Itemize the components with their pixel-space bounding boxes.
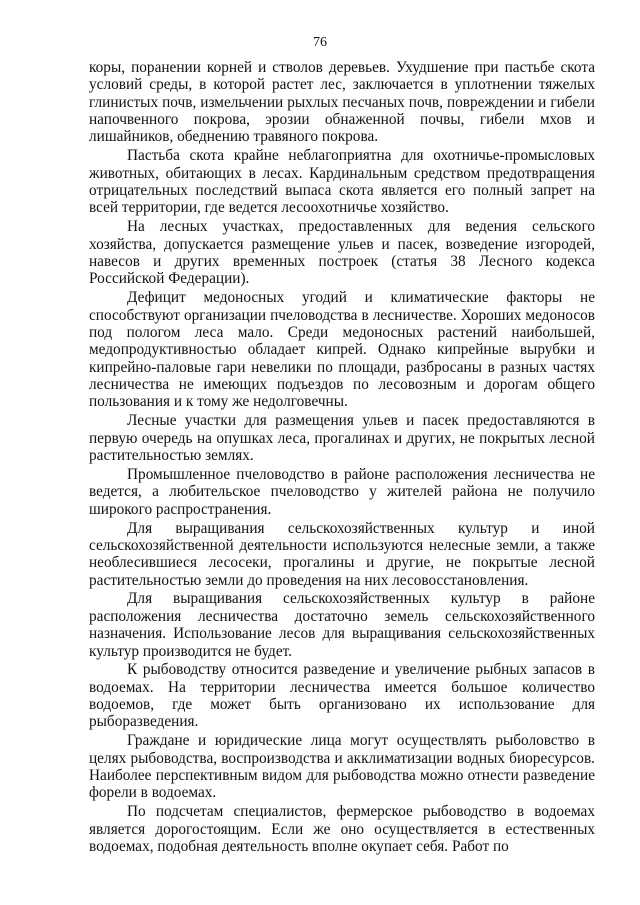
- paragraph-grazing-hunting-impact: Пастьба скота крайне неблагоприятна для охотничье-промысловых животных, обитающих в лесах. Кардинальным средством предотвращения отрицательных последствий выпаса скота является его полный запрет на всей территории, где ведется лесоохотничье хозяйство.: [89, 147, 595, 217]
- paragraph-fish-farming-cost: По подсчетам специалистов, фермерское рыбоводство в водоемах является дорогостоящим. Если же оно осуществляется в естественных водоемах, подобная деятельность вполне окупает себя. Работ по: [89, 803, 595, 856]
- paragraph-apiary-sites: Лесные участки для размещения ульев и пасек предоставляются в первую очередь на опушках леса, прогалинах и других, не покрытых лесной растительностью землях.: [89, 412, 595, 464]
- paragraph-fish-farming-definition: К рыбоводству относится разведение и увеличение рыбных запасов в водоемах. На территории лесничества имеется большое количество водоемов, где может быть организовано их использование для рыборазведения.: [89, 661, 595, 731]
- paragraph-honey-plants-deficit: Дефицит медоносных угодий и климатические факторы не способствуют организации пчеловодства в лесничестве. Хороших медоносов под пологом леса мало. Среди медоносных растений наибольшей, медопродуктивностью обладает кипрей. Однако кипрейные вырубки и кипрейно-паловые гари невелики по площади, разбросаны в разных частях лесничества не имеющих подъездов по лесовозным и дорогам общего пользования и к тому же недолговечны.: [89, 289, 595, 411]
- document-body: [89, 59, 595, 857]
- paragraph-agricultural-land-sufficiency: Для выращивания сельскохозяйственных культур в районе расположения лесничества достаточно земель сельскохозяйственного назначения. Использование лесов для выращивания сельскохозяйственных культур производится не будет.: [89, 590, 595, 660]
- paragraph-crop-land-use: Для выращивания сельскохозяйственных культур и иной сельскохозяйственной деятельности используются нелесные земли, а также необлесившиеся лесосеки, прогалины и другие, не покрытые лесной растительностью земли до проведения на них лесовосстановления.: [89, 519, 595, 589]
- paragraph-fishing-rights: Граждане и юридические лица могут осуществлять рыболовство в целях рыбоводства, воспроизводства и акклиматизации водных биоресурсов. Наиболее перспективным видом для рыбоводства можно отнести разведение форели в водоемах.: [89, 732, 595, 802]
- paragraph-cattle-grazing-damage: коры, поранении корней и стволов деревьев. Ухудшение при пастьбе скота условий среды, в которой растет лес, заключается в уплотнении тяжелых глинистых почв, измельчении рыхлых песчаных почв, повреждении и гибели напочвенного покрова, эрозии обнаженной почвы, гибели мхов и лишайников, обеднению травяного покрова.: [89, 59, 595, 146]
- paragraph-beekeeping-status: Промышленное пчеловодство в районе расположения лесничества не ведется, а любительское пчеловодство у жителей района не получило широкого распространения.: [89, 465, 595, 518]
- paragraph-apiaries-permitted: На лесных участках, предоставленных для ведения сельского хозяйства, допускается размещение ульев и пасек, возведение изгородей, навесов и других временных построек (статья 38 Лесного кодекса Российской Федерации).: [89, 218, 595, 288]
- page-number: 76: [313, 35, 327, 50]
